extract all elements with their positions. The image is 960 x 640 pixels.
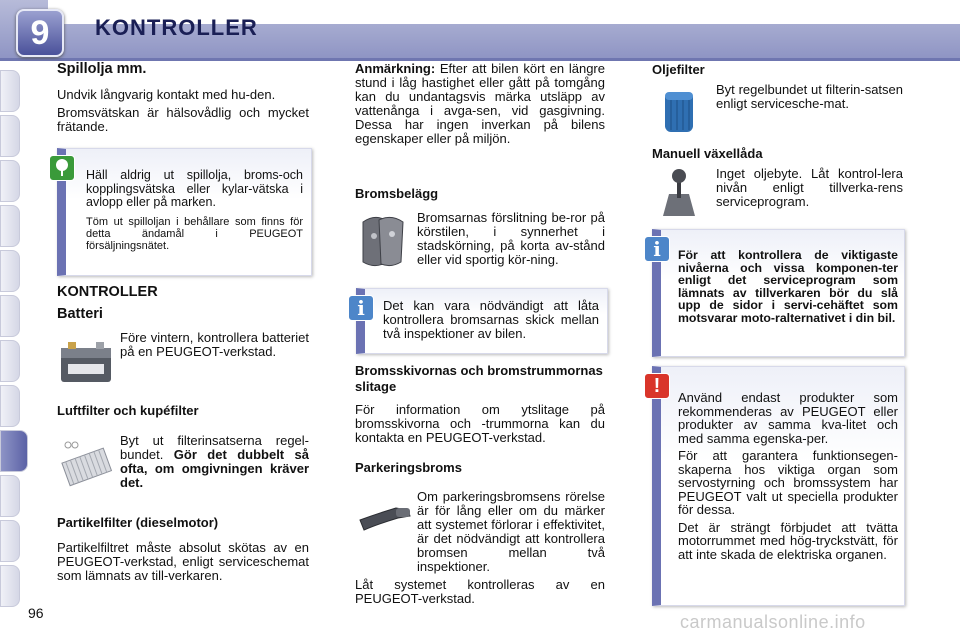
info-icon: i	[644, 236, 670, 262]
air-filter-image	[58, 437, 114, 493]
luftfilter-title: Luftfilter och kupéfilter	[57, 403, 199, 418]
maintenance-info-note	[652, 229, 905, 357]
side-tab[interactable]	[0, 70, 20, 112]
vaxellada-title: Manuell växellåda	[652, 146, 763, 161]
kontroller-title: KONTROLLER	[57, 284, 158, 300]
spillolja-text-1: Undvik långvarig kontakt med hu-den.	[57, 87, 276, 102]
anmarkning-label: Anmärkning:	[355, 61, 436, 76]
luftfilter-text-block	[120, 434, 309, 490]
chapter-number-badge: 9	[16, 9, 64, 57]
side-tab-active[interactable]	[0, 430, 28, 472]
brake-info-note	[356, 288, 608, 354]
spillolja-text-2: Bromsvätskan är hälsovådlig och mycket frätande.	[57, 105, 309, 134]
parkeringsbroms-text-block	[355, 490, 605, 606]
side-tab[interactable]	[0, 520, 20, 562]
battery-image	[58, 338, 114, 386]
gear-lever-image	[655, 166, 703, 220]
spillolja-title: Spillolja mm.	[57, 61, 147, 77]
luftfilter-bold-text: Gör det dubbelt så ofta, om omgivningen kräver det.	[120, 447, 309, 490]
brake-pads-image	[355, 212, 411, 270]
side-tab[interactable]	[0, 160, 20, 202]
oljefilter-text: Byt regelbundet ut filterin-satsen enligt servicesche-mat.	[716, 82, 903, 111]
partikel-title: Partikelfilter (dieselmotor)	[57, 515, 219, 530]
bromsskivor-title: Bromsskivornas och bromstrummornas slitage	[355, 363, 603, 394]
partikel-text: Partikelfiltret måste absolut skötas av en PEUGEOT-verkstad, enligt serviceschemat som lämnats av till-verkaren.	[57, 540, 309, 583]
parkeringsbroms-title: Parkeringsbroms	[355, 460, 462, 475]
side-tab[interactable]	[0, 565, 20, 607]
parkeringsbroms-text: Om parkeringsbromsens rörelse är för lång eller om du märker att systemet förlorar i effektivitet, är det nödvändigt att kontrollera bromsen mellan två inspektioner.	[417, 489, 605, 574]
warning-note	[652, 366, 905, 606]
side-tab[interactable]	[0, 340, 20, 382]
anmarkning-block	[355, 62, 605, 146]
batteri-text: Före vintern, kontrollera batteriet på en PEUGEOT-verkstad.	[120, 330, 309, 359]
oil-filter-image	[655, 86, 703, 138]
chapter-side-tabs	[0, 70, 20, 610]
parkeringsbroms-text-2: Låt systemet kontrolleras av en PEUGEOT-verkstad.	[355, 577, 605, 606]
batteri-title: Batteri	[57, 306, 103, 322]
side-tab[interactable]	[0, 115, 20, 157]
bromsbelagg-text: Bromsarnas förslitning be-ror på körstilen, i synnerhet i stadskörning, på korta av-stånd eller vid sportig kör-ning.	[417, 210, 605, 267]
luftfilter-text: Byt ut filterinsatserna regel-bundet.	[120, 433, 309, 462]
bromsbelagg-title: Bromsbelägg	[355, 186, 439, 201]
oljefilter-title: Oljefilter	[652, 62, 705, 77]
environment-note	[57, 148, 312, 276]
vaxellada-text: Inget oljebyte. Låt kontrol-lera nivån enligt tillverka-rens serviceprogram.	[716, 166, 903, 209]
warning-note-text-3: Det är strängt förbjudet att tvätta motorrummet med hög-tryckstvätt, för att inte skada de elektriska organen.	[678, 519, 898, 562]
page-number: 96	[28, 605, 44, 621]
watermark: carmanualsonline.info	[680, 612, 866, 632]
left-column-lower	[57, 285, 309, 321]
chapter-title: KONTROLLER	[95, 15, 258, 40]
warning-note-text-2: För att garantera funktionsegen-skaperna hos viktiga organ som servostyrning och bromssystem har PEUGEOT valt ut speciella produkter för dessa.	[678, 448, 898, 517]
info-icon: i	[348, 295, 374, 321]
bromsskivor-text: För information om ytslitage på bromsskivorna och -trummorna kan du kontakta en PEUGEOT-verkstad.	[355, 402, 605, 445]
side-tab[interactable]	[0, 475, 20, 517]
tree-icon	[49, 155, 75, 181]
warning-icon: !	[644, 373, 670, 399]
side-tab[interactable]	[0, 250, 20, 292]
side-tab[interactable]	[0, 205, 20, 247]
brake-info-note-text: Det kan vara nödvändigt att låta kontrollera bromsarnas skick mellan två inspektioner av bilen.	[383, 298, 599, 341]
side-tab[interactable]	[0, 295, 20, 337]
anmarkning-text: Efter att bilen kört en längre stund i låg hastighet eller gått på tomgång kan du undantagsvis märka utsläpp av vattenånga i avga-sen, vid gasgivning. Dessa har ingen inverkan på bilens egenskaper eller på miljön.	[355, 61, 605, 146]
side-tab[interactable]	[0, 385, 20, 427]
maintenance-info-note-text: För att kontrollera de viktigaste nivåerna och vissa komponen-ter enligt det serviceprogram som lämnats av tillverkaren bör du slå upp de sidor i servi-cehäftet som motsvarar moto-ralternativet i din bil.	[678, 248, 898, 325]
environment-note-text-2: Töm ut spilloljan i behållare som finns för detta ändamål i PEUGEOT försäljningsnätet.	[86, 215, 303, 252]
warning-note-text-1: Använd endast produkter som rekommenderas av PEUGEOT eller produkter av samma kva-litet och med samma egenska-per.	[678, 390, 898, 446]
environment-note-text-1: Häll aldrig ut spillolja, broms-och kopplingsvätska eller kylar-vätska i avlopp eller på marken.	[86, 168, 303, 209]
left-column	[57, 62, 309, 134]
